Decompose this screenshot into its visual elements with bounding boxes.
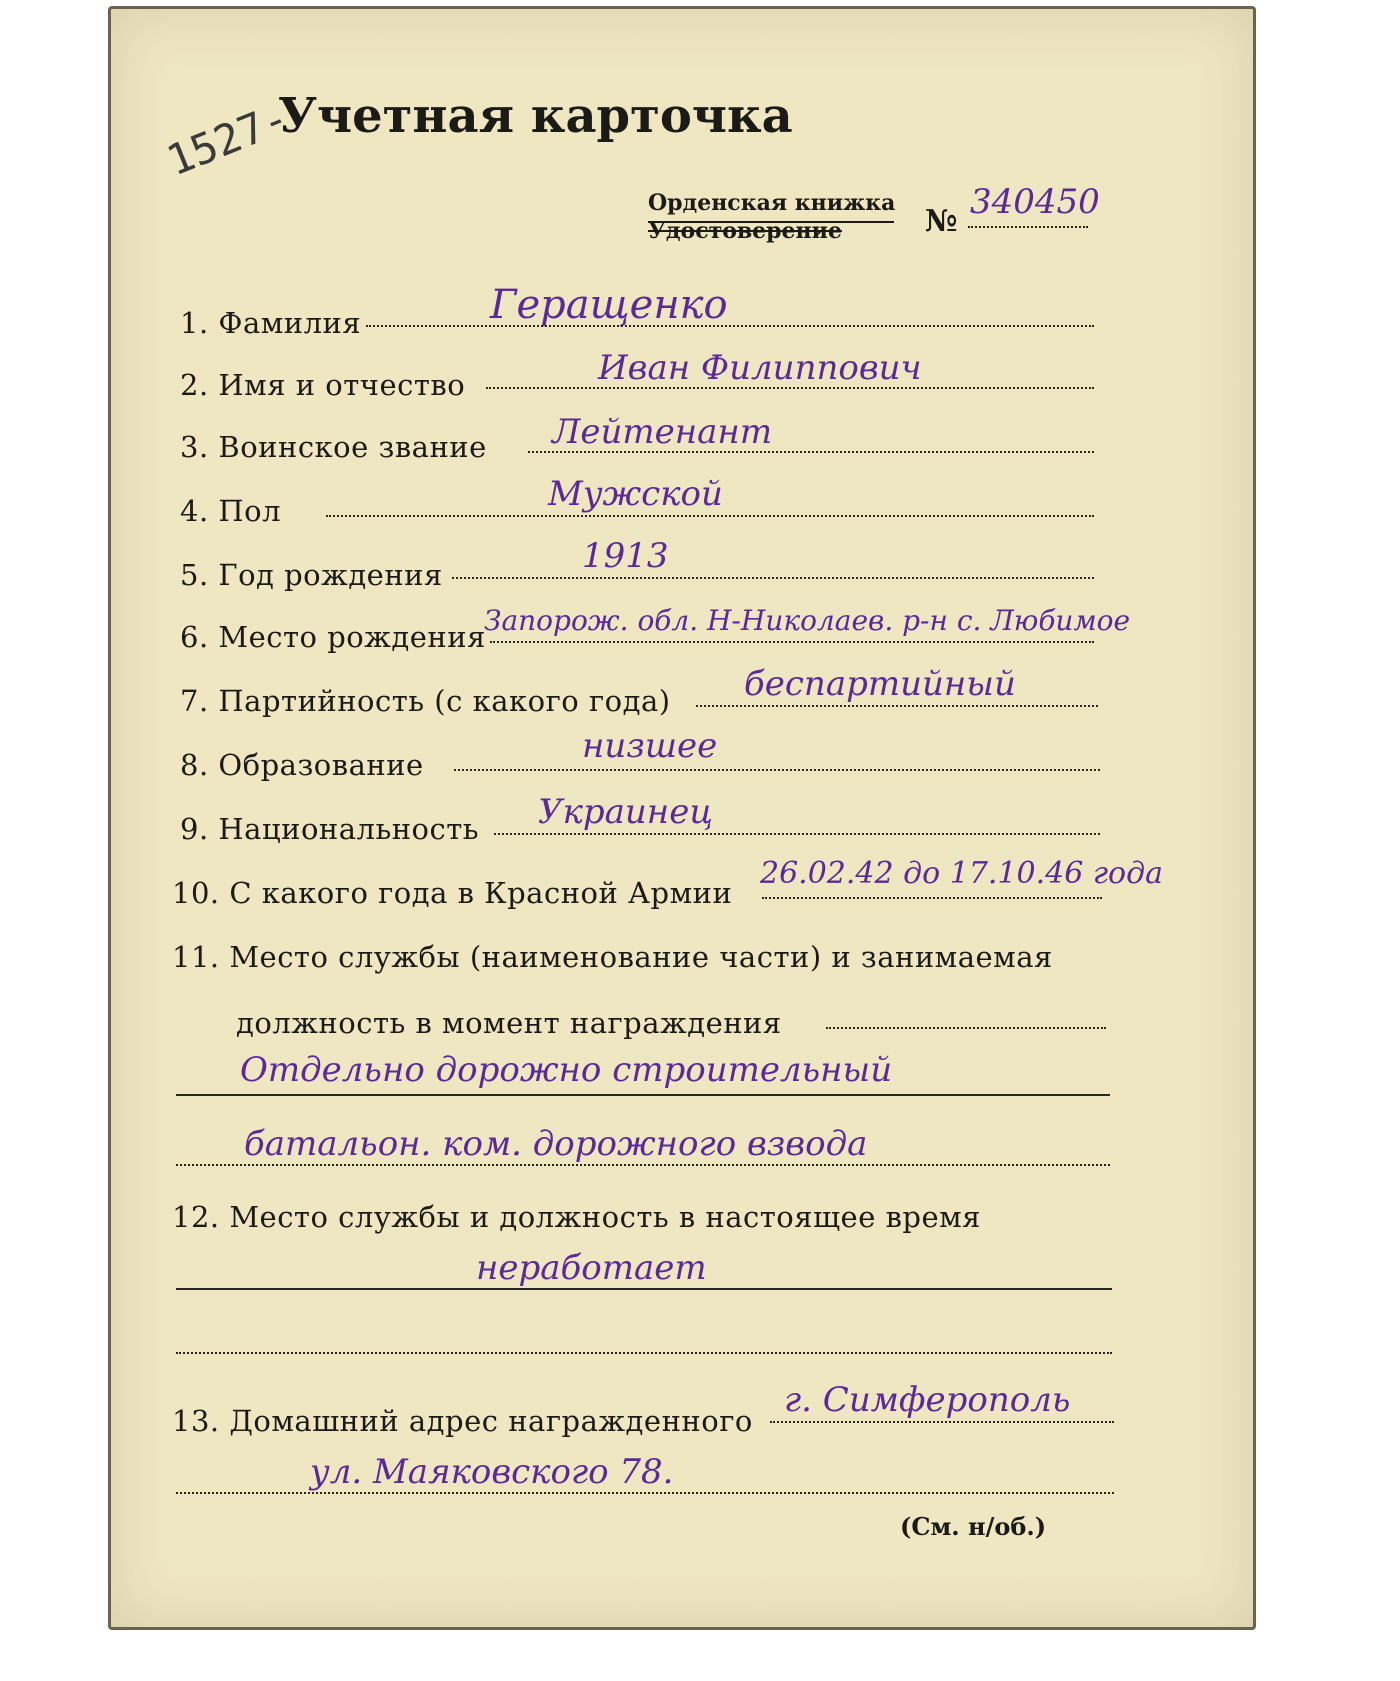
rank-label: 3. Воинское звание — [180, 430, 487, 464]
birth-place-value: Запорож. обл. Н-Николаев. р-н с. Любимое — [484, 604, 1131, 637]
card-title: Учетная карточка — [278, 88, 793, 144]
address-value-2: ул. Маяковского 78. — [310, 1452, 674, 1492]
army-label: 10. С какого года в Красной Армии — [172, 876, 733, 910]
nationality-label: 9. Национальность — [180, 812, 480, 846]
address-label: 13. Домашний адрес награжденного — [172, 1404, 753, 1438]
surname-line — [366, 325, 1094, 327]
current-line-2 — [176, 1352, 1112, 1354]
current-label: 12. Место службы и должность в настоящее время — [172, 1200, 981, 1234]
birth-year-line — [452, 577, 1094, 579]
name-label: 2. Имя и отчество — [180, 368, 466, 402]
party-value: беспартийный — [744, 664, 1016, 704]
order-number-line — [968, 226, 1088, 228]
order-book-label-block — [648, 190, 895, 244]
order-book-label: Орденская книжка — [648, 190, 896, 216]
army-line — [762, 897, 1102, 899]
address-value-1: г. Симферополь — [784, 1380, 1071, 1420]
surname-label: 1. Фамилия — [180, 306, 362, 340]
sex-label: 4. Пол — [180, 494, 282, 528]
nationality-value: Украинец — [538, 792, 714, 832]
service-line-0 — [826, 1027, 1106, 1029]
education-value: низшее — [582, 726, 718, 766]
party-line — [696, 705, 1098, 707]
birth-place-line — [490, 641, 1094, 643]
certificate-label: Удостоверение — [648, 218, 842, 244]
surname-value: Геращенко — [490, 282, 728, 328]
education-line — [454, 769, 1100, 771]
corner-number: 1527- — [160, 92, 296, 186]
service-label-1: 11. Место службы (наименование части) и занимаемая — [172, 940, 1053, 974]
sex-line — [326, 515, 1094, 517]
current-line-1 — [176, 1288, 1112, 1290]
name-value: Иван Филиппович — [598, 348, 922, 388]
birth-year-value: 1913 — [582, 536, 669, 576]
service-line-1 — [176, 1094, 1110, 1096]
service-value-1: Отдельно дорожно строительный — [240, 1050, 893, 1090]
rank-value: Лейтенант — [552, 412, 773, 452]
address-line-2 — [176, 1492, 1114, 1494]
birth-year-label: 5. Год рождения — [180, 558, 443, 592]
army-value: 26.02.42 до 17.10.46 года — [760, 856, 1163, 891]
rank-line — [528, 451, 1094, 453]
name-line — [486, 387, 1094, 389]
party-label: 7. Партийность (с какого года) — [180, 684, 671, 718]
education-label: 8. Образование — [180, 748, 424, 782]
current-value: неработает — [476, 1248, 707, 1288]
order-book-number: 340450 — [970, 182, 1100, 222]
order-book-divider — [648, 221, 894, 223]
number-sign: № — [925, 204, 958, 239]
service-line-2 — [176, 1164, 1110, 1166]
nationality-line — [494, 833, 1100, 835]
address-line-1 — [770, 1421, 1114, 1423]
service-label-2: должность в момент награждения — [236, 1006, 782, 1040]
birth-place-label: 6. Место рождения — [180, 620, 486, 654]
sex-value: Мужской — [548, 474, 723, 514]
see-reverse-note: (См. н/об.) — [900, 1512, 1047, 1541]
service-value-2: батальон. ком. дорожного взвода — [244, 1124, 868, 1164]
